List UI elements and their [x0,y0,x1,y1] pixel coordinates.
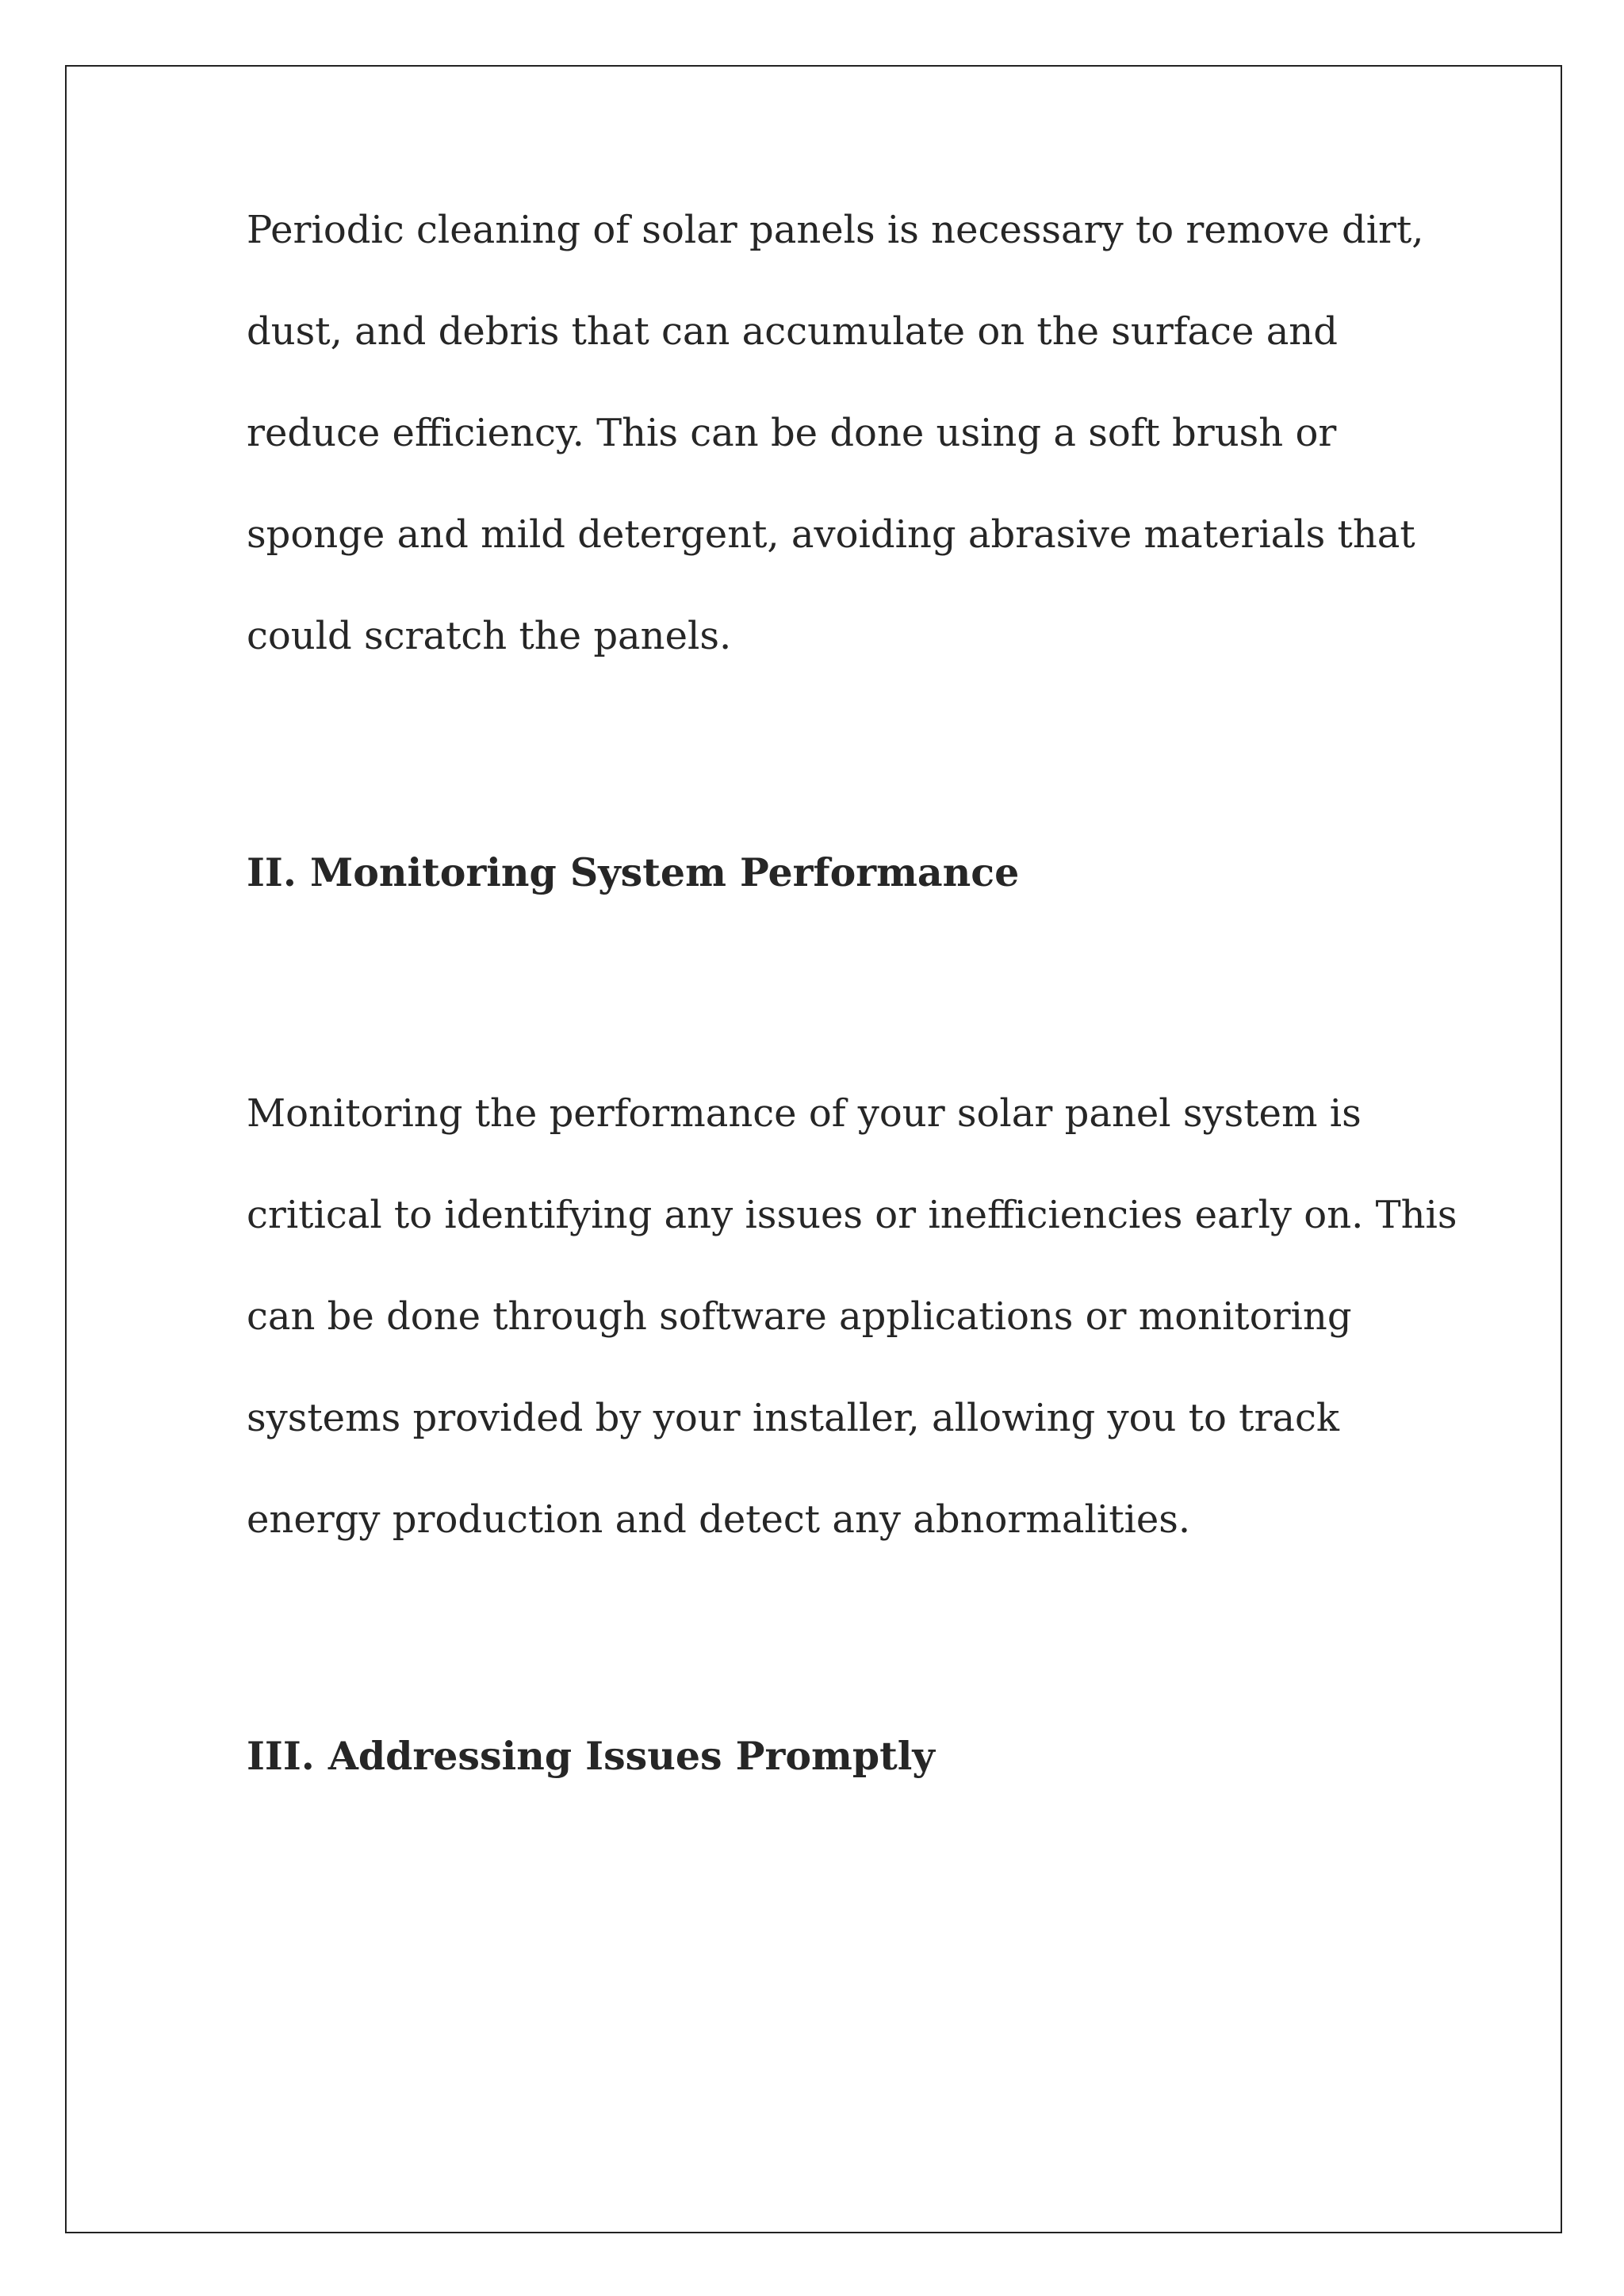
text-line: critical to identifying any issues or inefficiencies early on. This [247,1193,1457,1237]
text-line: can be done through software applications or monitoring [247,1294,1352,1339]
text-line: Monitoring the performance of your solar panel system is [247,1091,1362,1136]
text-line: sponge and mild detergent, avoiding abrasive materials that [247,512,1415,557]
paragraph-cleaning [247,179,1424,687]
text-line: dust, and debris that can accumulate on the surface and [247,309,1338,354]
section-heading-addressing: III. Addressing Issues Promptly [247,1733,935,1779]
paragraph-monitoring [247,1063,1457,1570]
text-line: Periodic cleaning of solar panels is necessary to remove dirt, [247,208,1424,252]
text-line: systems provided by your installer, allowing you to track [247,1396,1339,1440]
section-heading-monitoring: II. Monitoring System Performance [247,849,1020,895]
text-line: reduce efficiency. This can be done using a soft brush or [247,411,1337,455]
text-line: could scratch the panels. [247,614,732,658]
text-line: energy production and detect any abnormalities. [247,1497,1191,1542]
